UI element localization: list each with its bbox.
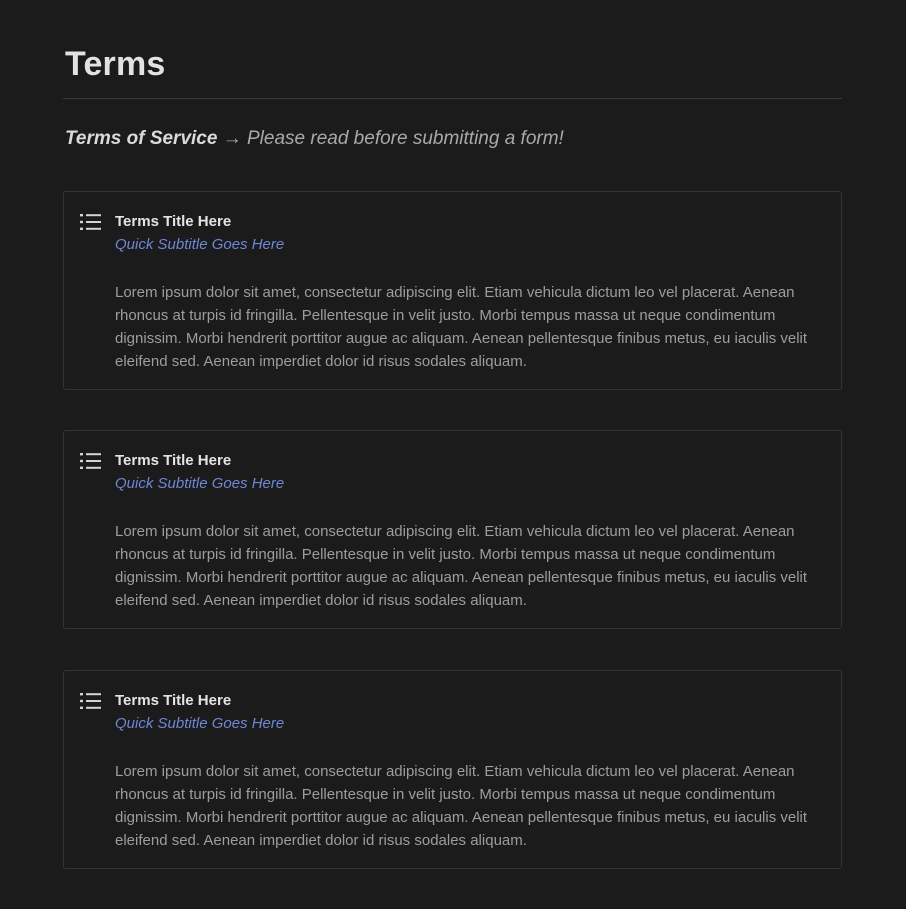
terms-card-body: Lorem ipsum dolor sit amet, consectetur adipiscing elit. Etiam vehicula dictum leo vel placerat. Aenean rhoncus at turpis id fringilla. Pellentesque in velit justo. Morbi tempus massa ut neque condimentum dignissim. Morbi hendrerit porttitor augue ac aliquam. Aenean pellentesque finibus metus, eu iaculis velit eleifend sed. Aenean imperdiet dolor id risus sodales aliquam. (115, 523, 808, 609)
terms-card-subtitle: Quick Subtitle Goes Here (115, 715, 285, 732)
terms-card-subtitle: Quick Subtitle Goes Here (115, 475, 285, 492)
terms-card-body: Lorem ipsum dolor sit amet, consectetur adipiscing elit. Etiam vehicula dictum leo vel placerat. Aenean rhoncus at turpis id fringilla. Pellentesque in velit justo. Morbi tempus massa ut neque condimentum dignissim. Morbi hendrerit porttitor augue ac aliquam. Aenean pellentesque finibus metus, eu iaculis velit eleifend sed. Aenean imperdiet dolor id risus sodales aliquam. (115, 763, 808, 849)
lead-arrow: → (222, 128, 242, 149)
terms-card (63, 191, 842, 390)
terms-card-title: Terms Title Here (115, 452, 232, 469)
list-icon (80, 452, 102, 470)
terms-card-body: Lorem ipsum dolor sit amet, consectetur adipiscing elit. Etiam vehicula dictum leo vel placerat. Aenean rhoncus at turpis id fringilla. Pellentesque in velit justo. Morbi tempus massa ut neque condimentum dignissim. Morbi hendrerit porttitor augue ac aliquam. Aenean pellentesque finibus metus, eu iaculis velit eleifend sed. Aenean imperdiet dolor id risus sodales aliquam. (115, 284, 808, 370)
title-divider (63, 98, 842, 99)
list-icon (80, 692, 102, 710)
lead-strong: Terms of Service (65, 128, 218, 149)
lead-text: Please read before submitting a form! (247, 128, 564, 149)
terms-card-title: Terms Title Here (115, 213, 232, 230)
terms-card-subtitle: Quick Subtitle Goes Here (115, 236, 285, 253)
page-lead (65, 126, 564, 152)
page-title: Terms (65, 45, 166, 83)
terms-card (63, 670, 842, 869)
terms-card-title: Terms Title Here (115, 692, 232, 709)
list-icon (80, 213, 102, 231)
terms-card (63, 430, 842, 629)
